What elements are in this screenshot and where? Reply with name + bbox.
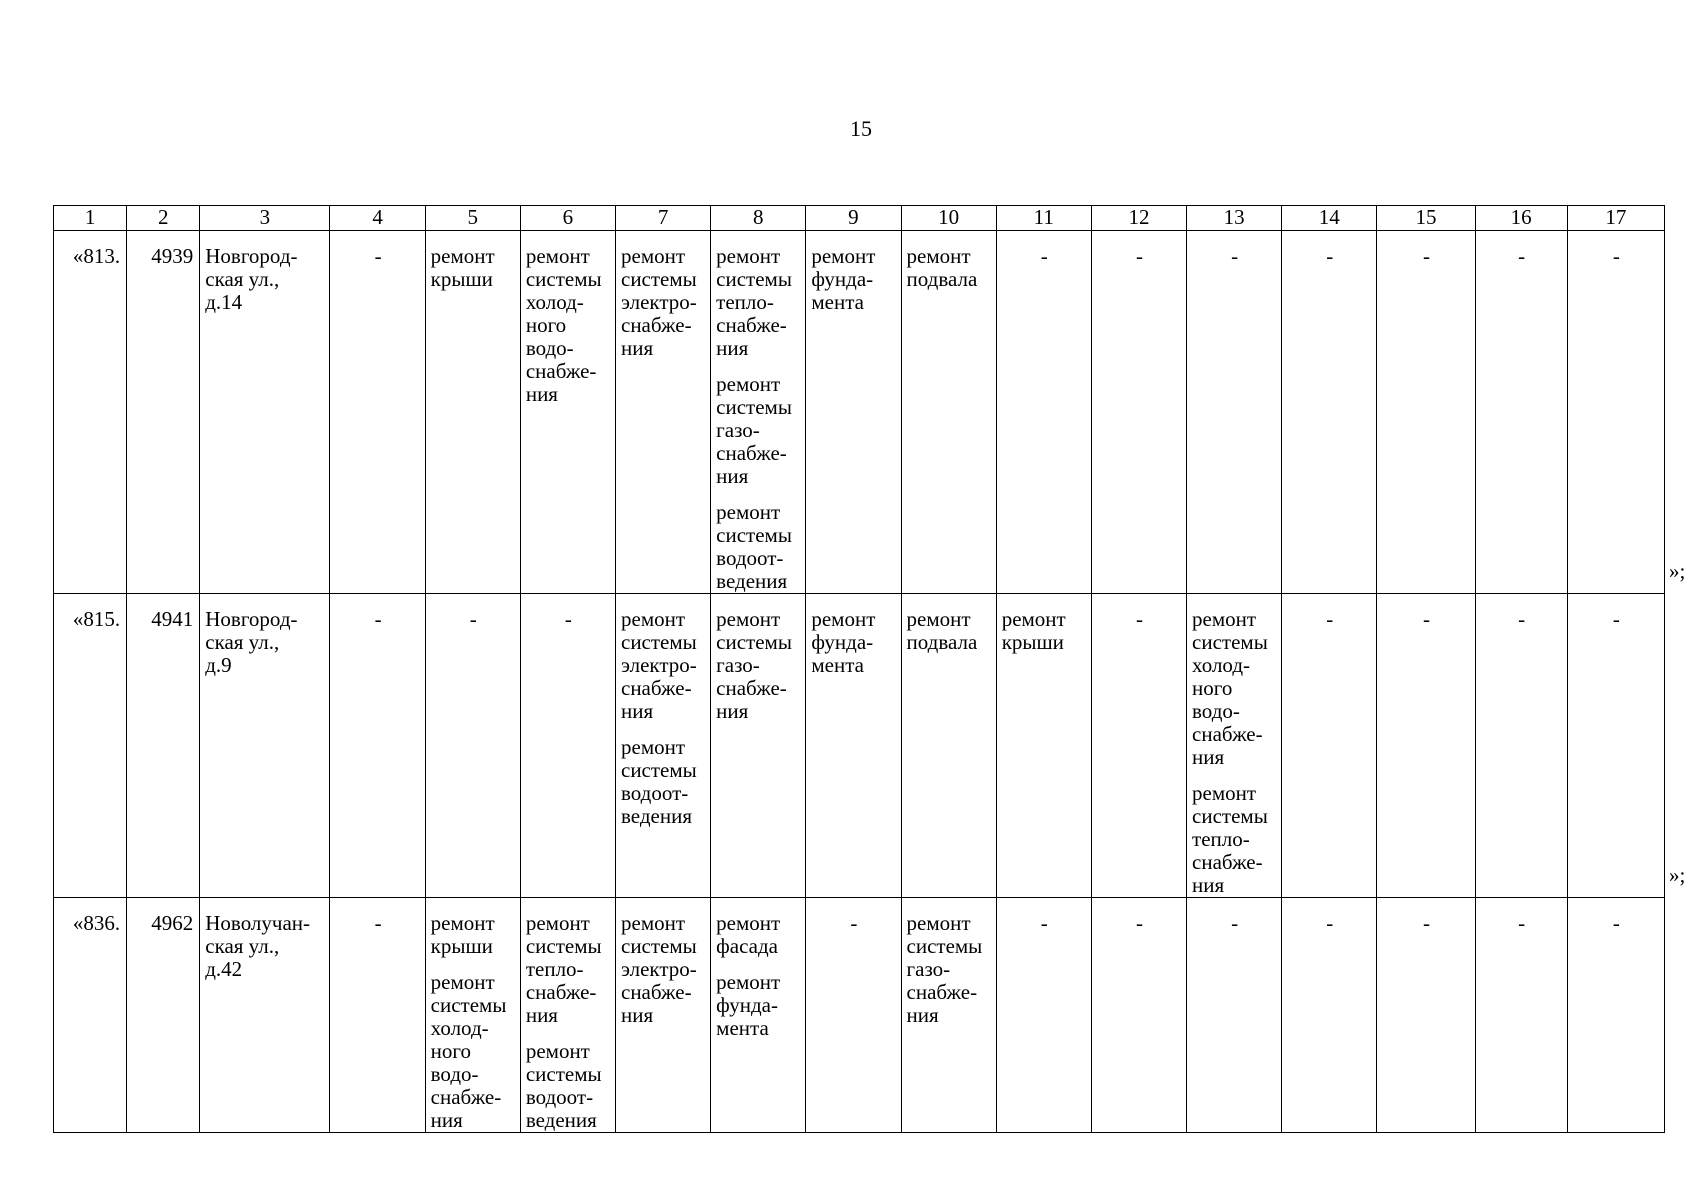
work-item-line: ного (1192, 676, 1233, 700)
work-item-line: газо- (716, 653, 760, 677)
work-item (526, 912, 611, 1027)
empty-cell: - (1567, 898, 1664, 1133)
work-cell (806, 594, 901, 898)
header-row (54, 206, 1665, 231)
work-item-line: фунда- (811, 630, 874, 654)
work-item-line: фасада (716, 934, 779, 958)
work-cell (616, 231, 711, 594)
work-item-line: ния (430, 1108, 463, 1132)
empty-cell: - (1475, 898, 1567, 1133)
empty-cell: - (1567, 594, 1664, 898)
address-line: Новгород- (205, 244, 298, 268)
work-item-line: ремонт (1192, 781, 1257, 805)
work-item-line: системы (716, 395, 792, 419)
work-item (716, 501, 801, 593)
work-item-line: газо- (716, 418, 760, 442)
work-item (621, 245, 706, 360)
work-item-line: подвала (906, 630, 978, 654)
work-item (811, 245, 896, 314)
empty-cell: - (330, 594, 425, 898)
table-row (54, 594, 1665, 898)
address-line: д.42 (205, 957, 243, 981)
work-item-line: ремонт (430, 970, 495, 994)
address-line: Новгород- (205, 607, 298, 631)
work-item-line: водоот- (621, 781, 689, 805)
work-item-line: снабже- (621, 980, 692, 1004)
work-cell (806, 231, 901, 594)
work-item-line: водоот- (525, 1085, 594, 1109)
work-item-line: ния (621, 336, 654, 360)
work-item-line: холод- (1192, 653, 1251, 677)
address-line: ская ул., (205, 630, 280, 654)
address-line: д.14 (205, 290, 243, 314)
row-closing-quote: »; (1669, 558, 1686, 583)
work-item-line: снабже- (621, 676, 692, 700)
building-address (200, 594, 330, 898)
work-item-line: ремонт (716, 607, 781, 631)
work-item-line: ведения (621, 804, 692, 828)
work-item-line: ного (430, 1039, 471, 1063)
work-item-line: снабже- (525, 359, 597, 383)
column-header-6: 6 (520, 206, 615, 231)
work-item-line: электро- (621, 290, 697, 314)
work-item-line: электро- (621, 957, 697, 981)
row-closing-quote: »; (1669, 862, 1686, 887)
work-cell (425, 898, 520, 1133)
column-header-17: 17 (1567, 206, 1664, 231)
column-header-15: 15 (1377, 206, 1475, 231)
column-header-1: 1 (54, 206, 127, 231)
work-item (716, 971, 801, 1040)
page-number: 15 (850, 116, 872, 141)
work-item (716, 373, 801, 488)
work-item-line: системы (906, 934, 983, 958)
work-cell (616, 594, 711, 898)
work-item-line: холод- (525, 290, 584, 314)
empty-cell: - (1091, 594, 1186, 898)
work-item-line: ния (716, 464, 749, 488)
work-item-line: водо- (1192, 699, 1240, 723)
work-item-line: снабже- (430, 1085, 502, 1109)
work-item (1002, 608, 1087, 654)
work-item-line: водо- (430, 1062, 479, 1086)
work-item-line: системы (430, 993, 507, 1017)
work-item-line: мента (716, 1016, 769, 1040)
work-item (621, 912, 706, 1027)
work-item-line: снабже- (1192, 722, 1263, 746)
work-cell (616, 898, 711, 1133)
work-item-line: тепло- (716, 290, 774, 314)
work-item-line: тепло- (1192, 827, 1250, 851)
work-item-line: ремонт (1001, 607, 1066, 631)
empty-cell: - (1475, 231, 1567, 594)
address-line: д.9 (205, 653, 232, 677)
work-item (716, 608, 801, 723)
work-item-line: ремонт (621, 735, 686, 759)
work-item-line: системы (525, 267, 602, 291)
work-cell (425, 231, 520, 594)
work-item-line: ремонт (906, 244, 971, 268)
work-cell (711, 898, 806, 1133)
empty-cell: - (330, 231, 425, 594)
work-item-line: тепло- (525, 957, 584, 981)
work-cell (901, 594, 996, 898)
column-header-5: 5 (425, 206, 520, 231)
work-item-line: ремонт (811, 607, 876, 631)
empty-cell: - (996, 231, 1091, 594)
work-item-line: крыши (430, 267, 493, 291)
building-address (200, 898, 330, 1133)
work-item-line: системы (716, 630, 792, 654)
column-header-4: 4 (330, 206, 425, 231)
work-item-line: системы (1192, 804, 1268, 828)
work-item (526, 245, 611, 406)
work-item-line: мента (811, 653, 864, 677)
column-header-9: 9 (806, 206, 901, 231)
work-cell (1187, 594, 1282, 898)
empty-cell: - (1282, 231, 1377, 594)
work-item-line: снабже- (716, 313, 787, 337)
work-item (716, 245, 801, 360)
row-number: «815. (54, 594, 127, 898)
work-item-line: ния (621, 1003, 654, 1027)
empty-cell: - (330, 898, 425, 1133)
work-item-line: ремонт (716, 372, 781, 396)
work-item (907, 245, 992, 291)
empty-cell: - (1187, 231, 1282, 594)
empty-cell: - (1282, 594, 1377, 898)
work-item-line: ремонт (906, 911, 971, 935)
work-item-line: ремонт (716, 970, 781, 994)
work-item-line: ния (1192, 873, 1225, 897)
work-item-line: водоот- (716, 546, 784, 570)
work-item-line: системы (525, 934, 602, 958)
work-item-line: фунда- (716, 993, 778, 1017)
work-item-line: ния (621, 699, 654, 723)
work-item (907, 912, 992, 1027)
empty-cell: - (1377, 231, 1475, 594)
work-item (621, 608, 706, 723)
work-cell (711, 594, 806, 898)
work-item-line: газо- (906, 957, 951, 981)
empty-cell: - (1377, 594, 1475, 898)
work-item-line: ремонт (525, 1039, 590, 1063)
column-header-13: 13 (1187, 206, 1282, 231)
work-item (431, 971, 516, 1132)
work-item-line: ного (525, 313, 567, 337)
work-item-line: системы (621, 267, 697, 291)
empty-cell: - (1567, 231, 1664, 594)
row-number: «836. (54, 898, 127, 1133)
column-header-11: 11 (996, 206, 1091, 231)
empty-cell: - (520, 594, 615, 898)
empty-cell: - (806, 898, 901, 1133)
column-header-16: 16 (1475, 206, 1567, 231)
work-item (716, 912, 801, 958)
work-item-line: ремонт (430, 244, 495, 268)
work-item (431, 245, 516, 291)
work-item (907, 608, 992, 654)
work-item-line: ремонт (1192, 607, 1257, 631)
work-item-line: ния (716, 699, 749, 723)
empty-cell: - (1091, 231, 1186, 594)
work-item-line: ремонт (716, 244, 781, 268)
work-item (431, 912, 516, 958)
row-number: «813. (54, 231, 127, 594)
work-item-line: ведения (525, 1108, 597, 1132)
building-code: 4962 (127, 898, 200, 1133)
work-item (811, 608, 896, 677)
work-item-line: подвала (906, 267, 978, 291)
work-item-line: мента (811, 290, 864, 314)
work-cell (901, 898, 996, 1133)
work-item-line: холод- (430, 1016, 489, 1040)
empty-cell: - (1282, 898, 1377, 1133)
work-item-line: ремонт (621, 244, 686, 268)
work-cell (520, 231, 615, 594)
address-line: ская ул., (205, 934, 280, 958)
work-item-line: снабже- (621, 313, 692, 337)
work-item-line: ния (525, 1003, 558, 1027)
empty-cell: - (996, 898, 1091, 1133)
work-item-line: системы (621, 758, 697, 782)
work-item-line: системы (1192, 630, 1268, 654)
work-item-line: системы (621, 934, 697, 958)
work-item-line: снабже- (716, 676, 787, 700)
work-item-line: ния (1192, 745, 1225, 769)
column-header-7: 7 (616, 206, 711, 231)
empty-cell: - (1091, 898, 1186, 1133)
address-line: Новолучан- (205, 911, 311, 935)
repair-schedule-table (53, 205, 1665, 1133)
work-cell (901, 231, 996, 594)
work-item-line: фунда- (811, 267, 874, 291)
work-item-line: системы (716, 523, 792, 547)
work-item-line: ремонт (525, 244, 590, 268)
work-item-line: ремонт (716, 500, 781, 524)
column-header-8: 8 (711, 206, 806, 231)
work-cell (711, 231, 806, 594)
building-code: 4939 (127, 231, 200, 594)
work-item-line: электро- (621, 653, 697, 677)
building-code: 4941 (127, 594, 200, 898)
work-item-line: ния (906, 1003, 939, 1027)
empty-cell: - (1377, 898, 1475, 1133)
column-header-12: 12 (1091, 206, 1186, 231)
work-item-line: ремонт (716, 911, 781, 935)
work-cell (520, 898, 615, 1133)
work-item-line: снабже- (1192, 850, 1263, 874)
work-item-line: ремонт (621, 911, 686, 935)
empty-cell: - (425, 594, 520, 898)
work-item-line: системы (525, 1062, 602, 1086)
work-item-line: ремонт (621, 607, 686, 631)
work-item-line: крыши (430, 934, 493, 958)
empty-cell: - (1187, 898, 1282, 1133)
table-row (54, 231, 1665, 594)
address-line: ская ул., (205, 267, 280, 291)
empty-cell: - (1475, 594, 1567, 898)
work-item-line: снабже- (906, 980, 978, 1004)
work-item-line: ремонт (525, 911, 590, 935)
work-item (1192, 608, 1277, 769)
work-item-line: ремонт (811, 244, 876, 268)
work-item-line: ния (525, 382, 558, 406)
work-item-line: крыши (1001, 630, 1064, 654)
work-item-line: системы (621, 630, 697, 654)
work-item (621, 736, 706, 828)
work-item-line: системы (716, 267, 792, 291)
table-row (54, 898, 1665, 1133)
column-header-3: 3 (200, 206, 330, 231)
work-item-line: снабже- (525, 980, 597, 1004)
work-item-line: ремонт (430, 911, 495, 935)
work-item-line: ведения (716, 569, 788, 593)
work-item (526, 1040, 611, 1132)
building-address (200, 231, 330, 594)
work-item-line: ния (716, 336, 749, 360)
work-item-line: ремонт (906, 607, 971, 631)
work-item-line: снабже- (716, 441, 787, 465)
work-cell (996, 594, 1091, 898)
column-header-14: 14 (1282, 206, 1377, 231)
column-header-2: 2 (127, 206, 200, 231)
column-header-10: 10 (901, 206, 996, 231)
work-item (1192, 782, 1277, 897)
work-item-line: водо- (525, 336, 574, 360)
